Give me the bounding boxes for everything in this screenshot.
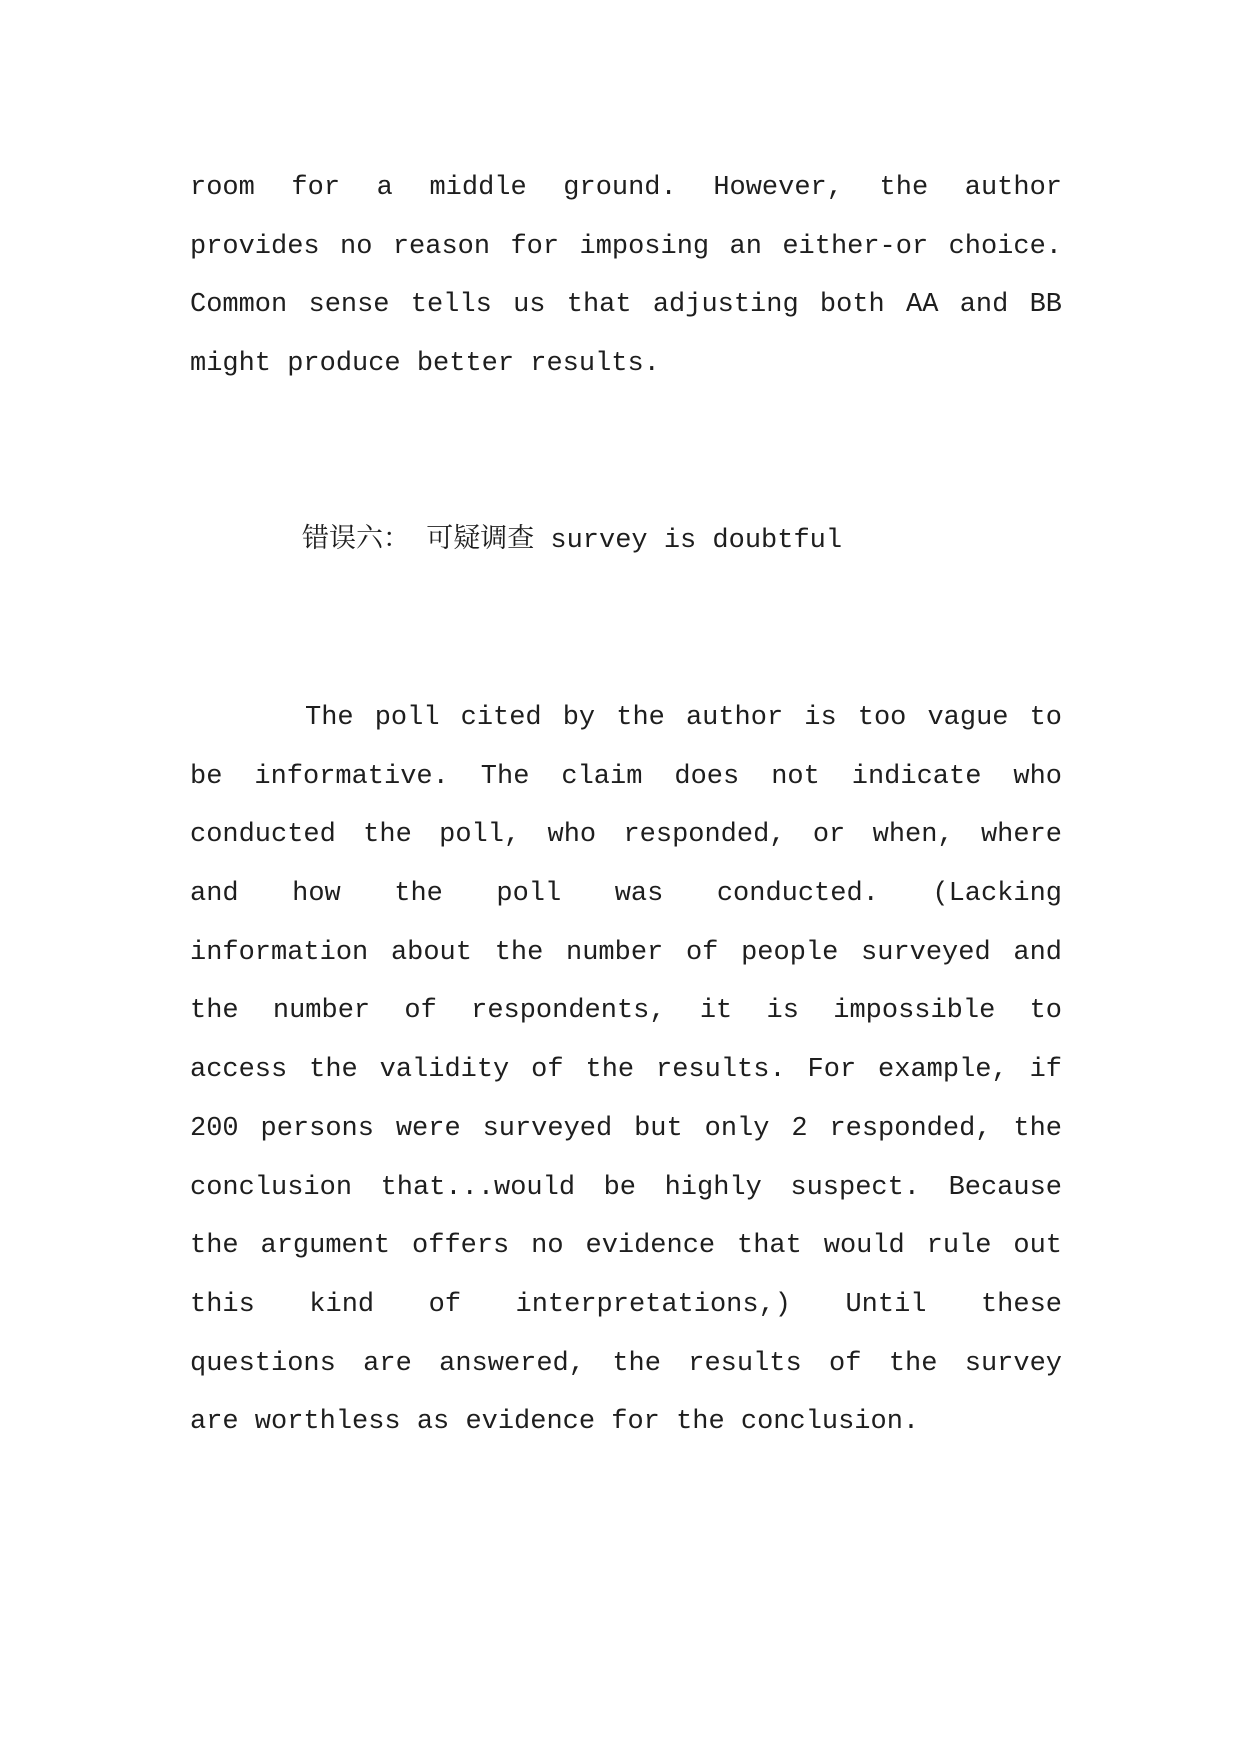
text-line: conclusion that...would be highly suspect. Because: [190, 1172, 1062, 1203]
text-line: are worthless as evidence for the conclusion.: [190, 1407, 920, 1438]
text-line: and how the poll was conducted. (Lacking: [190, 879, 1062, 910]
text-line: access the validity of the results. For example, if: [190, 1055, 1062, 1086]
section-heading: 错误六： 可疑调查 survey is doubtful: [302, 526, 843, 556]
text-line: questions are answered, the results of the survey: [190, 1348, 1062, 1379]
text-line: information about the number of people surveyed and: [190, 937, 1062, 968]
paragraph-survey: [190, 689, 1062, 1452]
text-line: conducted the poll, who responded, or when, where: [190, 820, 1062, 851]
text-line: the number of respondents, it is impossible to: [190, 996, 1062, 1027]
text-line: the argument offers no evidence that would rule out: [190, 1231, 1062, 1262]
paragraph-either-or: [190, 159, 1062, 394]
text-line: might produce better results.: [190, 349, 660, 380]
text-line: The poll cited by the author is too vague to: [305, 703, 1062, 733]
text-line: room for a middle ground. However, the author: [190, 173, 1062, 203]
text-line: this kind of interpretations,) Until these: [190, 1289, 1062, 1320]
text-line: provides no reason for imposing an either-or choice.: [190, 231, 1062, 262]
text-line: be informative. The claim does not indicate who: [190, 761, 1062, 792]
text-line: Common sense tells us that adjusting both AA and BB: [190, 290, 1062, 321]
text-line: 200 persons were surveyed but only 2 responded, the: [190, 1113, 1062, 1144]
